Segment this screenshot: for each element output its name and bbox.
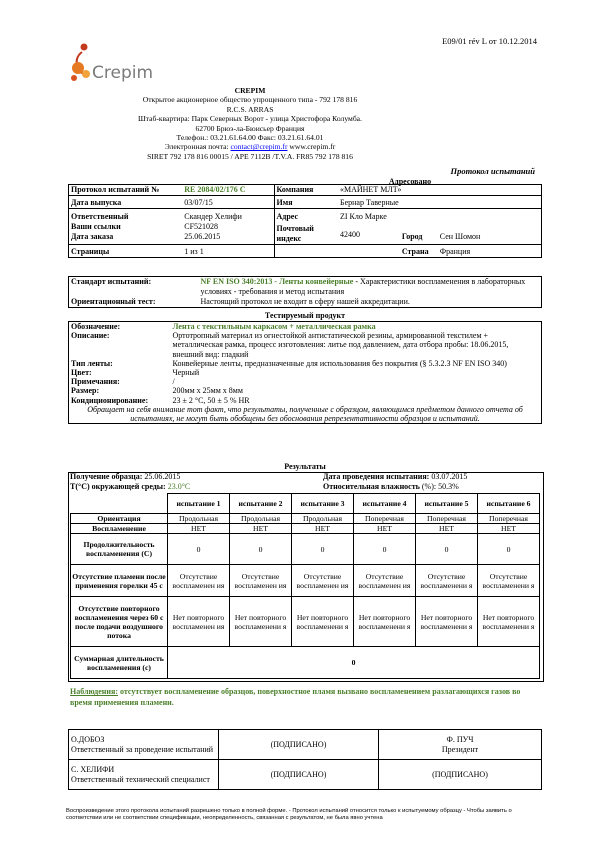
table-cell: Отсутствие воспламенен ия: [230, 565, 292, 597]
address-value: ZI Кло Марке: [339, 212, 387, 221]
president: [379, 730, 542, 760]
signatory-1: [69, 730, 219, 760]
orientation-test-label: Ориентационный тест:: [71, 297, 156, 306]
table-row: [71, 565, 540, 597]
responsible-value: [182, 209, 274, 245]
refs-value: CF521028: [184, 222, 219, 231]
standard-label: Стандарт испытаний:: [71, 277, 152, 286]
web-link[interactable]: www.crepim.fr: [287, 142, 336, 152]
city-value: Сен Шомон: [439, 232, 481, 241]
table-cell: Продольная: [168, 514, 230, 524]
table-cell: Отсутствие воспламенен ия: [168, 565, 230, 597]
table-cell: Отсутствие воспламенен ия: [292, 565, 354, 597]
table-cell: Продольная: [292, 514, 354, 524]
company-line-5: Телефон.: 03.21.61.64.00 Факс: 03.21.61.64.01: [176, 133, 324, 143]
test-date: [323, 472, 467, 482]
table-cell: Поперечная: [416, 514, 478, 524]
table-cell: НЕТ: [292, 524, 354, 534]
pages-label: Страницы: [71, 247, 110, 256]
issue-date-label: Дата выпуска: [71, 198, 122, 207]
email-label: Электронная почта:: [164, 142, 231, 152]
company-line-1: Открытое акционерное общество упрощенного типа - 792 178 816: [142, 95, 358, 105]
table-row: [71, 524, 540, 534]
issue-date-value: 03/07/15: [182, 196, 274, 209]
table-row: [71, 534, 540, 565]
total-duration-label: Суммарная длительность воспламенения (с): [71, 647, 168, 679]
protocol-title: Протокол испытаний: [450, 166, 535, 176]
sample-received-label: Получение образца:: [70, 472, 143, 481]
table-cell: НЕТ: [168, 524, 230, 534]
results-table: [70, 493, 540, 679]
addressed-title: Адресовано: [388, 177, 432, 186]
company-line-4: 62700 Брюэ-ла-Бюисьер Франция: [195, 123, 305, 133]
table-cell: НЕТ: [230, 524, 292, 534]
signature-1: (ПОДПИСАНО): [219, 730, 379, 760]
belt-type-value: Конвейерные ленты, предназначенные для использования без покрытия (§ 5.3.2.3 NF EN ISO 340): [172, 358, 507, 368]
belt-type-label: Тип ленты:: [71, 358, 113, 368]
address-values: [338, 209, 400, 245]
table-cell: Отсутствие воспламенени я: [478, 565, 540, 597]
table-cell: 0: [416, 534, 478, 565]
relative-humidity-label: Относительная влажность: [323, 482, 420, 491]
company-name: CREPIM: [234, 86, 266, 95]
description-value: Ортотропный материал из огнестойкой антистатической резины, армированной текстилем + металлическая рамка, процесс изготовления: литье под давлением, дата отбора пробы: 18.06.2015, внешний вид: гладкий: [172, 331, 509, 359]
row-label: Ориентация: [71, 514, 168, 524]
table-row: [71, 647, 540, 679]
ambient-temperature-value: 23.0°C: [165, 482, 191, 491]
table-cell: Поперечная: [354, 514, 416, 524]
email-link[interactable]: contact@crepim.fr: [230, 142, 288, 152]
responsible-label: [69, 209, 183, 245]
conditioning-label: Кондиционирование:: [71, 395, 149, 405]
table-cell: Нет повторного воспламенени я: [354, 597, 416, 647]
product-table: [68, 321, 542, 424]
table-cell: 0: [292, 534, 354, 565]
test-header: испытание 3: [292, 494, 354, 514]
test-header: испытание 4: [354, 494, 416, 514]
company-contact: [0, 142, 500, 151]
company-value: «МАЙНЕТ МЛТ»: [339, 185, 402, 194]
table-cell: 0: [354, 534, 416, 565]
sample-received-value: 25.06.2015: [142, 472, 181, 481]
size-label: Размер:: [71, 386, 100, 396]
table-cell: Продольная: [230, 514, 292, 524]
standard-value: [199, 277, 542, 298]
company-line-2: R.C.S. ARRAS: [226, 104, 274, 114]
test-header: испытание 5: [416, 494, 478, 514]
table-cell: Поперечная: [478, 514, 540, 524]
table-cell: Отсутствие воспламенени я: [416, 565, 478, 597]
standard-table: [68, 276, 542, 308]
sample-received: [70, 472, 323, 482]
test-date-value: 03.07.2015: [429, 472, 468, 481]
relative-humidity-value: (%): 50.3%: [419, 482, 459, 491]
president-role: Президент: [441, 744, 479, 754]
order-date-label: Дата заказа: [71, 232, 114, 241]
notes-value: /: [172, 377, 175, 387]
address-label: Адрес: [276, 212, 299, 221]
protocol-number-value: RE 2084/02/176 C: [182, 185, 274, 196]
test-header: испытание 2: [230, 494, 292, 514]
description-label: Описание:: [71, 331, 110, 341]
signatory-2: [69, 760, 219, 790]
address-labels: [274, 209, 338, 245]
results-title: Результаты: [284, 462, 326, 471]
row-label: Отсутствие пламени после применения горелки 45 с: [71, 565, 168, 597]
company-line-3: Штаб-квартира: Парк Северных Ворот - улица Христофора Колумба.: [138, 114, 362, 124]
table-cell: Нет повторного воспламенени я: [230, 597, 292, 647]
results-conditions: [70, 472, 540, 492]
relative-humidity: [323, 482, 459, 492]
test-header: испытание 6: [478, 494, 540, 514]
results-corner: [71, 494, 168, 514]
signatures-table: [68, 729, 542, 790]
protocol-number-label: Протокол испытаний №: [71, 185, 160, 194]
logo-text: Crepim: [92, 63, 154, 83]
observation-text: отсутствует воспламенение образцов, поверхностное пламя вызвано воспламенением разлагающихся газов во время применения пламени.: [70, 687, 521, 707]
size-value: 200мм x 25мм x 8мм: [172, 386, 243, 396]
postal-label: Почтовый индекс: [276, 224, 314, 243]
table-cell: Отсутствие воспламенен ия: [354, 565, 416, 597]
table-cell: Нет повторного воспламенени я: [292, 597, 354, 647]
conditioning-value: 23 ± 2 °C, 50 ± 5 % HR: [172, 395, 250, 405]
table-cell: 0: [230, 534, 292, 565]
signatory-1-role: Ответственный за проведение испытаний: [71, 744, 214, 754]
orientation-test-value: Настоящий протокол не входит в сферу нашей аккредитации.: [200, 297, 410, 306]
country-value: Франция: [439, 247, 471, 256]
name-label: Имя: [276, 198, 293, 207]
row-label: Отсутствие повторного воспламенения через 60 с после подачи воздушного потока: [71, 597, 168, 647]
notes-label: Примечания:: [71, 377, 120, 387]
standard-description: - Характеристики воспламенения в лабораторных условиях - требования и метод испытания: [200, 277, 526, 296]
observation: [70, 686, 540, 708]
country-label: Страна: [401, 247, 429, 256]
signature-2: (ПОДПИСАНО): [219, 760, 379, 790]
ambient-temperature-label: T(°C) окружающей среды:: [70, 482, 166, 491]
product-title: Тестируемый продукт: [264, 311, 346, 320]
signatory-1-name: О.ДОБОЗ: [71, 734, 105, 744]
pages-value: 1 из 1: [182, 245, 274, 258]
color-label: Цвет:: [71, 367, 92, 377]
table-cell: Нет повторного воспламенен ия: [168, 597, 230, 647]
company-label: Компания: [276, 185, 314, 194]
designation-label: Обозначение:: [71, 322, 121, 331]
signature-3: (ПОДПИСАНО): [379, 760, 542, 790]
row-label: Воспламенение: [71, 524, 168, 534]
footer-disclaimer: Воспроизведение этого протокола испытаний разрешено только в полной форме. - Протокол испытаний относится только к испытуемому образцу - Чтобы заявить о соответствии или не соответствии спецификации, неопределенность, связанная с результатом, не была явно учтена: [66, 808, 512, 821]
table-row: [71, 597, 540, 647]
row-label: Продолжительность воспламенения (С): [71, 534, 168, 565]
protocol-info-table: [68, 184, 542, 258]
document-reference: E09/01 rév L от 10.12.2014: [442, 36, 537, 46]
observation-label: Наблюдения:: [70, 687, 118, 696]
president-name: Ф. ПУЧ: [446, 734, 474, 744]
table-cell: НЕТ: [354, 524, 416, 534]
table-cell: 0: [168, 534, 230, 565]
test-header: испытание 1: [168, 494, 230, 514]
postal-value: 42400: [339, 230, 360, 239]
table-cell: НЕТ: [478, 524, 540, 534]
company-info: [0, 86, 500, 161]
company-line-7: SIRET 792 178 816 00015 / APE 7112B /T.V.A. FR85 792 178 816: [147, 151, 353, 161]
designation-value: Лента с текстильным каркасом + металлическая рамка: [172, 322, 376, 331]
table-cell: НЕТ: [416, 524, 478, 534]
name-value: Бернар Таверные: [339, 198, 399, 207]
order-date-value: 25.06.2015: [184, 232, 221, 241]
test-date-label: Дата проведения испытания:: [323, 472, 430, 481]
responsible-value-text: Скандер Хелифи: [184, 212, 242, 221]
ambient-temperature: [70, 482, 323, 492]
table-row: [71, 514, 540, 524]
table-cell: 0: [478, 534, 540, 565]
color-value: Черный: [172, 367, 200, 377]
signatory-2-role: Ответственный технический специалист: [71, 774, 210, 784]
signatory-2-name: С. ХЕЛИФИ: [71, 764, 115, 774]
responsible-label-text: Ответственный: [71, 212, 129, 221]
table-cell: Нет повторного воспламенени я: [478, 597, 540, 647]
representativeness-warning: Обращает на себя внимание тот факт, что результаты, полученные с образцом, являющимся предметом данного отчета об испытаниях, не могут быть обобщены без обоснования репрезентативности образцов и испытаний.: [87, 404, 523, 423]
table-cell: Нет повторного воспламенени я: [416, 597, 478, 647]
refs-label: Ваши ссылки: [71, 222, 121, 231]
standard-name: NF EN ISO 340:2013 - Ленты конвейерные: [200, 277, 354, 286]
total-duration-value: 0: [168, 647, 540, 679]
city-label: Город: [401, 232, 423, 241]
